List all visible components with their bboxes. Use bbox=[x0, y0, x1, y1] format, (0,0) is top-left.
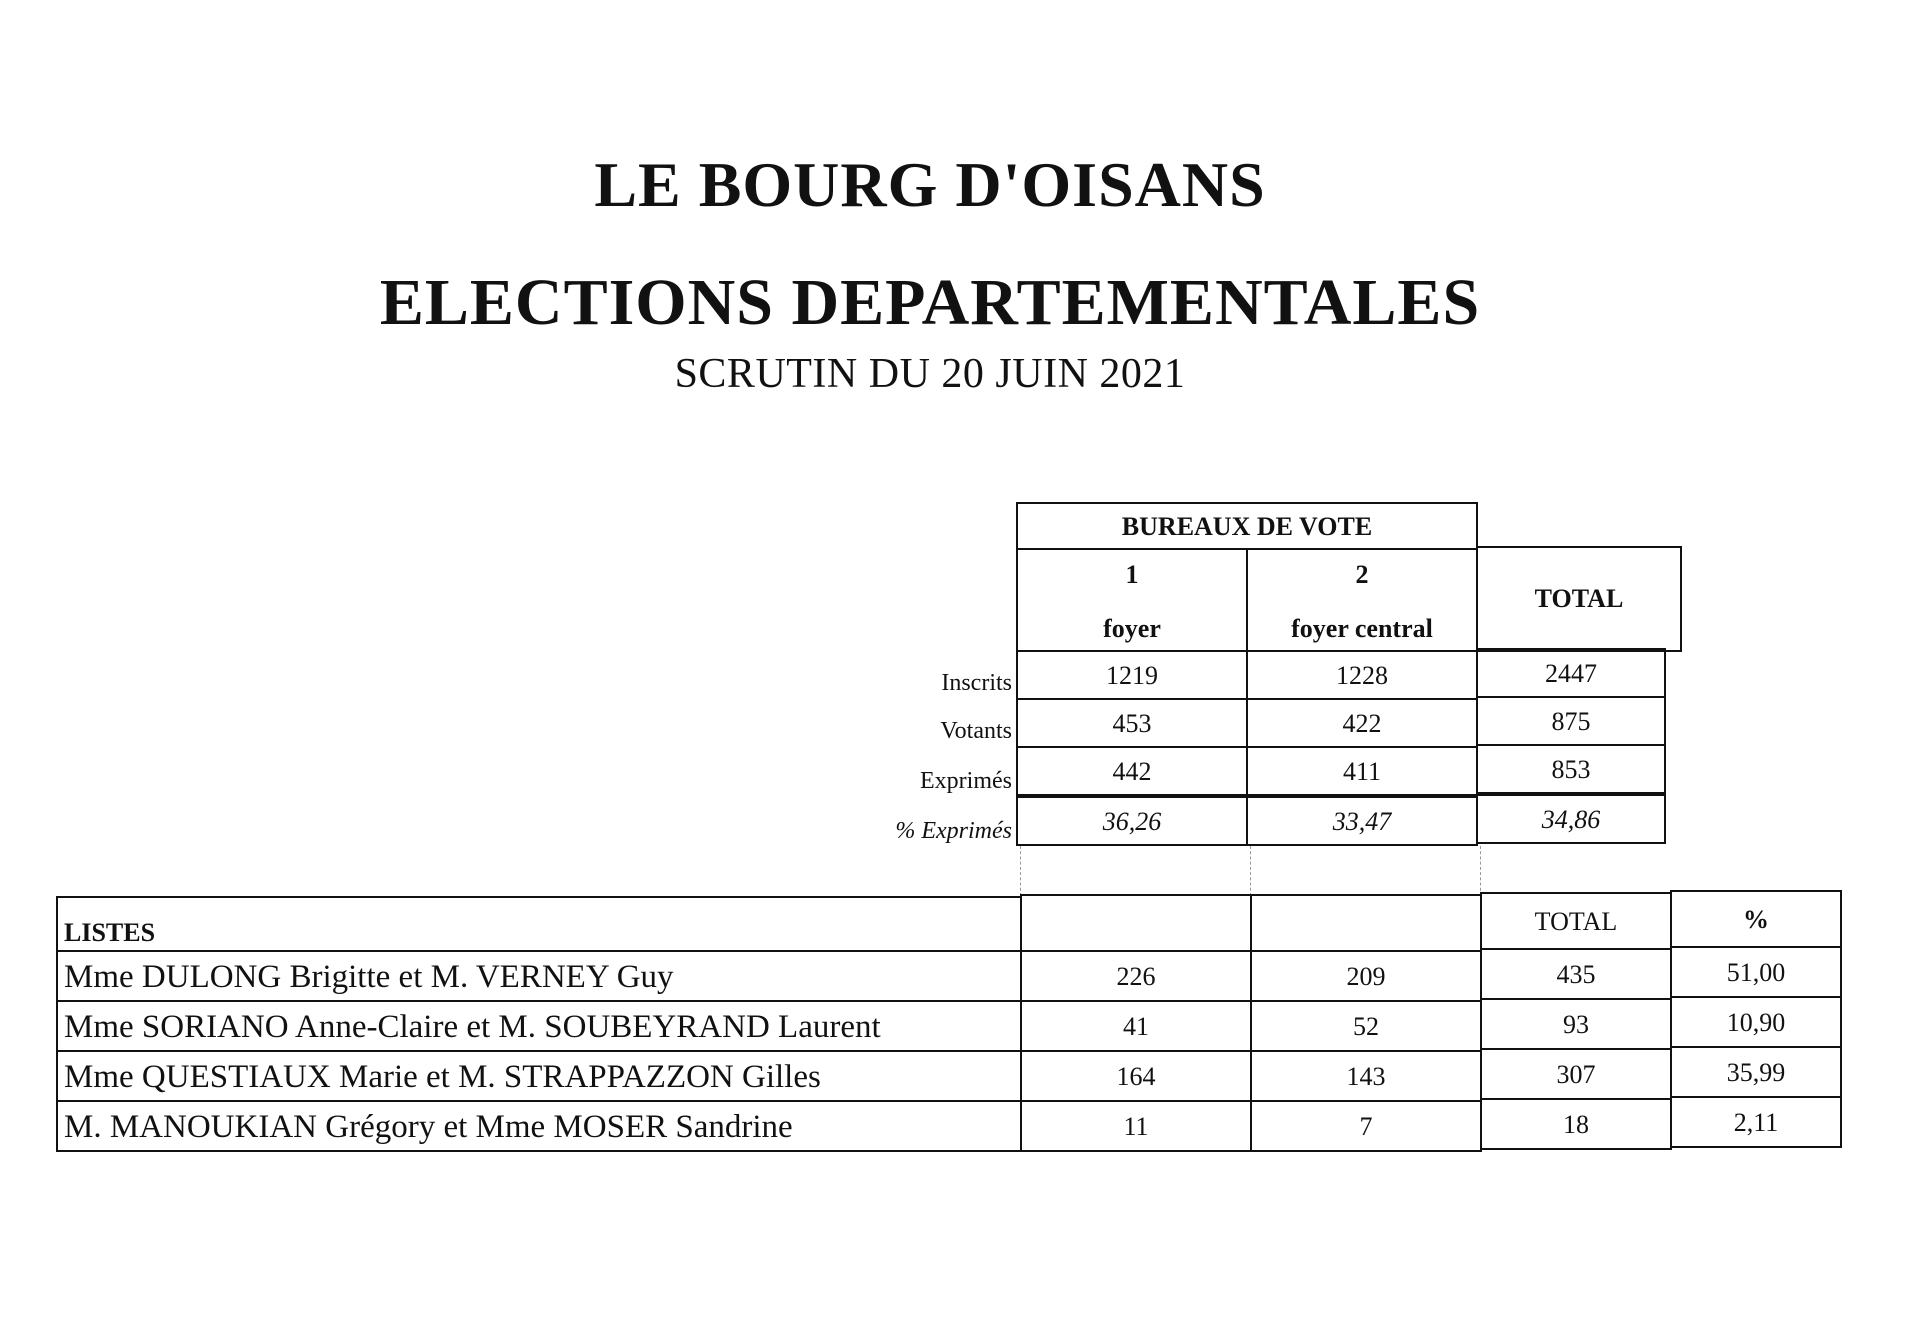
dashed-guide bbox=[1250, 846, 1251, 896]
bureau-2-name: foyer central bbox=[1291, 614, 1433, 643]
bureaux-total-header bbox=[1476, 546, 1682, 652]
inscrits-total: 2447 bbox=[1476, 648, 1666, 698]
inscrits-bureau-1: 1219 bbox=[1016, 650, 1248, 700]
liste-name: Mme QUESTIAUX Marie et M. STRAPPAZZON Gilles bbox=[56, 1050, 1022, 1102]
liste-total: 93 bbox=[1480, 998, 1672, 1050]
exprimes-bureau-1: 442 bbox=[1016, 746, 1248, 796]
liste-bureau-1: 41 bbox=[1020, 1000, 1252, 1052]
dashed-guide bbox=[1480, 846, 1481, 896]
row-label-exprimes: Exprimés bbox=[920, 768, 1012, 794]
liste-percent: 2,11 bbox=[1670, 1096, 1842, 1148]
listes-header-bureau-2 bbox=[1250, 894, 1482, 952]
election-date: SCRUTIN DU 20 JUIN 2021 bbox=[674, 351, 1186, 397]
bureau-2-header bbox=[1246, 548, 1478, 652]
listes-header-percent: % bbox=[1670, 890, 1842, 948]
liste-bureau-2: 143 bbox=[1250, 1050, 1482, 1102]
exprimes-total: 853 bbox=[1476, 744, 1666, 794]
pct-exprimes-bureau-1: 36,26 bbox=[1016, 796, 1248, 846]
liste-bureau-2: 7 bbox=[1250, 1100, 1482, 1152]
bureaux-total-label: TOTAL bbox=[1534, 584, 1624, 613]
votants-bureau-1: 453 bbox=[1016, 698, 1248, 748]
liste-percent: 51,00 bbox=[1670, 946, 1842, 998]
votants-total: 875 bbox=[1476, 696, 1666, 746]
pct-exprimes-bureau-2: 33,47 bbox=[1246, 796, 1478, 846]
inscrits-bureau-2: 1228 bbox=[1246, 650, 1478, 700]
bureau-2-number: 2 bbox=[1355, 560, 1369, 589]
liste-percent: 35,99 bbox=[1670, 1046, 1842, 1098]
exprimes-bureau-2: 411 bbox=[1246, 746, 1478, 796]
liste-name: M. MANOUKIAN Grégory et Mme MOSER Sandrine bbox=[56, 1100, 1022, 1152]
liste-bureau-1: 164 bbox=[1020, 1050, 1252, 1102]
listes-header: LISTES bbox=[56, 896, 1022, 952]
listes-header-bureau-1 bbox=[1020, 894, 1252, 952]
liste-total: 435 bbox=[1480, 948, 1672, 1000]
row-label-pct-exprimes: % Exprimés bbox=[895, 818, 1012, 844]
liste-bureau-2: 209 bbox=[1250, 950, 1482, 1002]
listes-header-total: TOTAL bbox=[1480, 892, 1672, 950]
commune-title: LE BOURG D'OISANS bbox=[594, 149, 1266, 220]
liste-percent: 10,90 bbox=[1670, 996, 1842, 1048]
bureau-1-number: 1 bbox=[1125, 560, 1139, 589]
pct-exprimes-total: 34,86 bbox=[1476, 794, 1666, 844]
liste-name: Mme SORIANO Anne-Claire et M. SOUBEYRAND Laurent bbox=[56, 1000, 1022, 1052]
dashed-guide bbox=[1020, 846, 1021, 896]
liste-bureau-1: 11 bbox=[1020, 1100, 1252, 1152]
row-label-votants: Votants bbox=[940, 718, 1012, 744]
bureau-1-header bbox=[1016, 548, 1248, 652]
election-title: ELECTIONS DEPARTEMENTALES bbox=[379, 266, 1481, 339]
votants-bureau-2: 422 bbox=[1246, 698, 1478, 748]
bureaux-header: BUREAUX DE VOTE bbox=[1016, 502, 1478, 550]
liste-bureau-2: 52 bbox=[1250, 1000, 1482, 1052]
row-label-inscrits: Inscrits bbox=[941, 670, 1012, 696]
liste-bureau-1: 226 bbox=[1020, 950, 1252, 1002]
liste-total: 307 bbox=[1480, 1048, 1672, 1100]
liste-name: Mme DULONG Brigitte et M. VERNEY Guy bbox=[56, 950, 1022, 1002]
bureau-1-name: foyer bbox=[1103, 614, 1161, 643]
liste-total: 18 bbox=[1480, 1098, 1672, 1150]
